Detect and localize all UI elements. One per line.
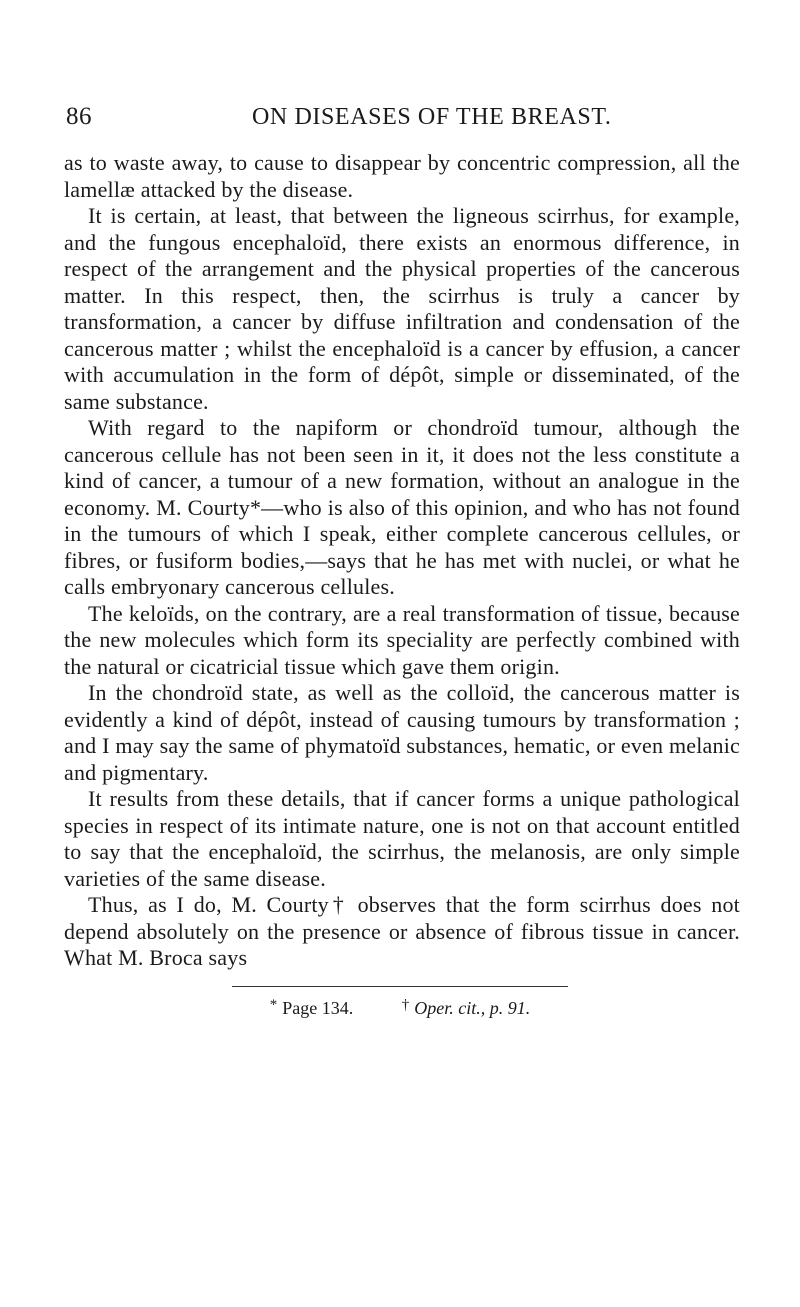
paragraph: It is certain, at least, that between the ligneous scirrhus, for example, and the fungous encephaloïd, there exists an enormous difference, in respect of the arrangement and the physical properties of the cancerous matter. In this respect, then, the scirrhus is truly a cancer by transformation, a cancer by diffuse infiltration and condensation of the cancerous matter ; whilst the encephaloïd is a cancer by effusion, a cancer with accumulation in the form of dépôt, simple or disseminated, of the same substance.	[64, 203, 740, 414]
footnote	[270, 994, 354, 1019]
footnote-divider	[232, 986, 568, 987]
footnote-marker: †	[401, 997, 410, 1013]
footnotes	[0, 994, 800, 1019]
page-header	[66, 103, 746, 137]
paragraph: Thus, as I do, M. Courty† observes that the form scirrhus does not depend absolutely on the presence or absence of fibrous tissue in cancer. What M. Broca says	[64, 892, 740, 970]
page-number: 86	[66, 103, 92, 130]
paragraph: as to waste away, to cause to disappear by concentric compression, all the lamellæ attacked by the disease.	[64, 150, 740, 202]
running-title: ON DISEASES OF THE BREAST.	[252, 104, 612, 130]
footnote-marker: *	[269, 997, 278, 1013]
footnote-text: Oper. cit., p. 91.	[414, 998, 531, 1018]
paragraph: The keloïds, on the contrary, are a real transformation of tissue, because the new molecules which form its speciality are perfectly combined with the natural or cicatricial tissue which gave them origin.	[64, 600, 740, 679]
paragraph: In the chondroïd state, as well as the colloïd, the cancerous matter is evidently a kind of dépôt, instead of causing tumours by transformation ; and I may say the same of phymatoïd substances, hematic, or even melanic and pigmentary.	[64, 680, 740, 785]
footnote	[402, 994, 531, 1019]
footnote-text: Page 134.	[282, 998, 354, 1018]
body-text	[64, 150, 740, 972]
paragraph: It results from these details, that if cancer forms a unique pathological species in respect of its intimate nature, one is not on that account entitled to say that the encephaloïd, the scirrhus, the melanosis, are only simple varieties of the same disease.	[64, 786, 740, 891]
paragraph: With regard to the napiform or chondroïd tumour, although the cancerous cellule has not been seen in it, it does not the less constitute a kind of cancer, a tumour of a new formation, without an analogue in the economy. M. Courty*—who is also of this opinion, and who has not found in the tumours of which I speak, either complete cancerous cellules, or fibres, or fusiform bodies,—says that he has met with nuclei, or what he calls embryonary cancerous cellules.	[64, 415, 740, 599]
